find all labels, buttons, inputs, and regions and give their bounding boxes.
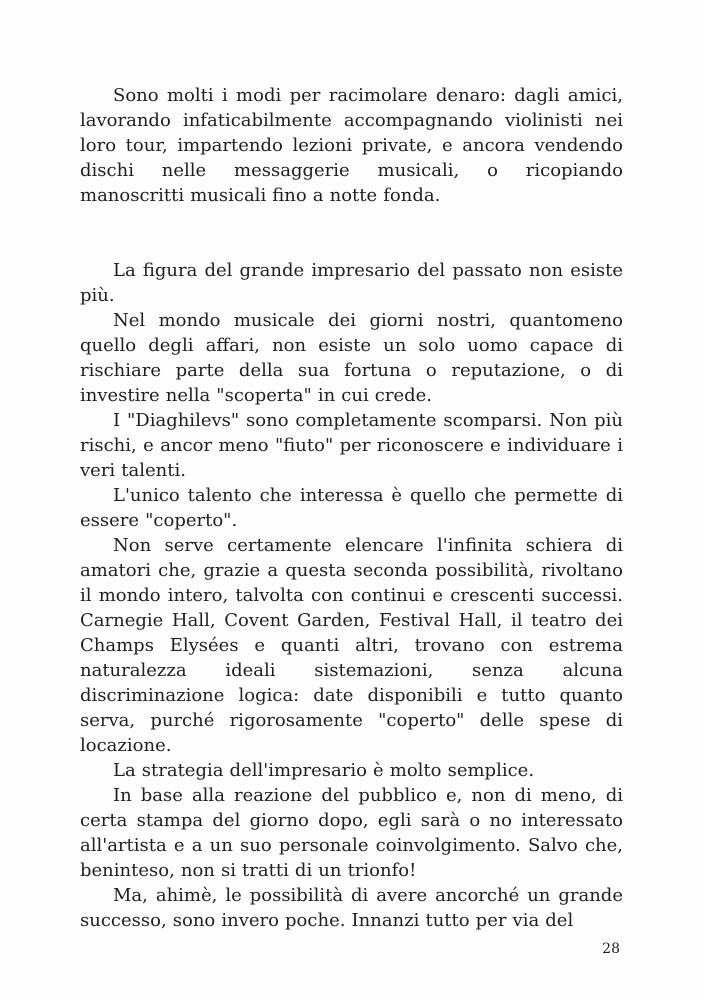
section-break: [80, 208, 623, 258]
paragraph-8: In base alla reazione del pubblico e, non di meno, di certa stampa del giorno dopo, egli sarà o no interessato all'artista e a un suo personale coinvolgimento. Salvo che, beninteso, non si tratti di un trionfo!: [80, 785, 623, 881]
paragraph-9: Ma, ahimè, le possibilità di avere ancorché un grande successo, sono invero poche. Innanzi tutto per via del: [80, 885, 623, 931]
paragraph-2: La figura del grande impresario del passato non esiste più.: [80, 260, 623, 306]
paragraph-5: L'unico talento che interessa è quello che permette di essere "coperto".: [80, 485, 623, 531]
paragraph-1: Sono molti i modi per racimolare denaro: dagli amici, lavorando infaticabilmente accompagnando violinisti nei loro tour, impartendo lezioni private, e ancora vendendo dischi nelle messaggerie musicali, o ricopiando manoscritti musicali fino a notte fonda.: [80, 85, 623, 206]
page-text: [80, 83, 623, 933]
paragraph-7: La strategia dell'impresario è molto semplice.: [113, 760, 535, 781]
paragraph-6: Non serve certamente elencare l'infinita schiera di amatori che, grazie a questa seconda possibilità, rivoltano il mondo intero, talvolta con continui e crescenti successi. Carnegie Hall, Covent Garden, Festival Hall, il teatro dei Champs Elysées e quanti altri, trovano con estrema naturalezza ideali sistemazioni, senza alcuna discriminazione logica: date disponibili e tutto quanto serva, purché rigorosamente "coperto" delle spese di locazione.: [80, 535, 623, 756]
paragraph-3: Nel mondo musicale dei giorni nostri, quantomeno quello degli affari, non esiste un solo uomo capace di rischiare parte della sua fortuna o reputazione, o di investire nella "scoperta" in cui crede.: [80, 310, 623, 406]
page-number: 28: [602, 941, 620, 957]
paragraph-4: I "Diaghilevs" sono completamente scomparsi. Non più rischi, e ancor meno "fiuto" per riconoscere e individuare i veri talenti.: [80, 410, 623, 481]
